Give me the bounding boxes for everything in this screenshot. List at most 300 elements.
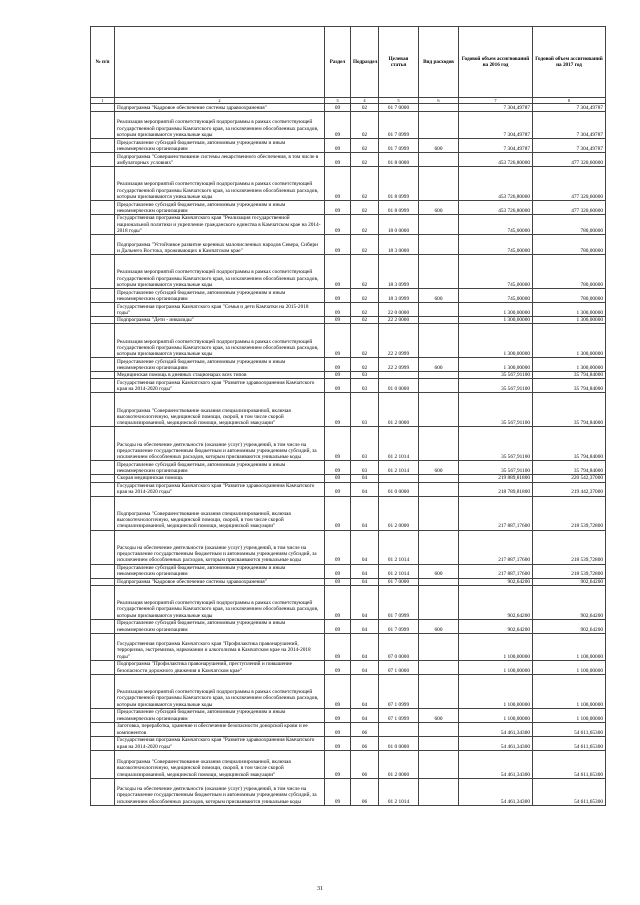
- table-row: [91, 578, 606, 585]
- row-name-cell: Государственная программа Камчатского края "Развитие здравоохранения Камчатского края на 2014-2020 годы": [115, 736, 325, 750]
- table-row: [91, 530, 606, 564]
- row-razdel-cell: 09: [325, 372, 351, 379]
- column-number: 6: [419, 98, 459, 104]
- row-2016-cell: 218 789,81800: [459, 482, 533, 496]
- row-2016-cell: 453 726,80000: [459, 167, 533, 201]
- row-podrazdel-cell: 04: [351, 530, 379, 564]
- row-razdel-cell: 09: [325, 235, 351, 255]
- row-2017-cell: 1 300,00000: [533, 317, 606, 324]
- row-statya-cell: 22 2 0999: [379, 358, 419, 372]
- row-name-cell: Государственная программа Камчатского края "Развитие здравоохранения Камчатского края на 2014-2020 годы": [115, 482, 325, 496]
- row-number-cell: [91, 215, 115, 235]
- row-number-cell: [91, 736, 115, 750]
- row-podrazdel-cell: 04: [351, 482, 379, 496]
- row-statya-cell: 01 7 0000: [379, 104, 419, 112]
- row-name-cell: Подпрограмма "Совершенствование оказания специализированной, включая высокотехнологичную, медицинской помощи, скорой, в том числе скорой специализированной, медицинской помощи, медицинской эвакуации": [115, 393, 325, 427]
- row-2016-cell: 1 100,00000: [459, 674, 533, 708]
- row-2016-cell: 7 304,49787: [459, 112, 533, 139]
- row-vid-cell: [419, 530, 459, 564]
- row-name-cell: Предоставление субсидий бюджетным, автономным учреждениям и иным некоммерческим организациям: [115, 358, 325, 372]
- table-row: [91, 215, 606, 235]
- row-statya-cell: 01 7 0999: [379, 139, 419, 153]
- row-statya-cell: [379, 372, 419, 379]
- row-podrazdel-cell: 02: [351, 215, 379, 235]
- row-2016-cell: 745,00000: [459, 235, 533, 255]
- col-header-razdel: Раздел: [325, 27, 351, 98]
- row-number-cell: [91, 461, 115, 475]
- row-razdel-cell: 09: [325, 317, 351, 324]
- row-2016-cell: 745,00000: [459, 215, 533, 235]
- row-2016-cell: 7 304,49787: [459, 139, 533, 153]
- row-name-cell: Подпрограмма "Совершенствование оказания специализированной, включая высокотехнологичную, медицинской помощи, скорой, в том числе скорой специализированной, медицинской помощи, медицинской эвакуации": [115, 750, 325, 778]
- row-2016-cell: 54 461,34300: [459, 736, 533, 750]
- row-statya-cell: 01 0 0000: [379, 736, 419, 750]
- row-name-cell: Предоставление субсидий бюджетным, автономным учреждениям и иным некоммерческим организациям: [115, 708, 325, 722]
- row-razdel-cell: 09: [325, 578, 351, 585]
- row-razdel-cell: 09: [325, 496, 351, 530]
- row-name-cell: Подпрограмма "Совершенствование оказания специализированной, включая высокотехнологичную, медицинской помощи, скорой, в том числе скорой специализированной, медицинской помощи, медицинской эвакуации": [115, 496, 325, 530]
- row-podrazdel-cell: 02: [351, 235, 379, 255]
- row-razdel-cell: 09: [325, 660, 351, 674]
- row-2017-cell: 218 539,72800: [533, 564, 606, 578]
- row-2016-cell: 1 300,00000: [459, 358, 533, 372]
- row-number-cell: [91, 317, 115, 324]
- row-name-cell: Предоставление субсидий бюджетным, автономным учреждениям и иным некоммерческим организациям: [115, 564, 325, 578]
- row-name-cell: Государственная программа Камчатского края "Семья и дети Камчатки на 2015-2018 годы": [115, 303, 325, 317]
- row-statya-cell: 01 2 1014: [379, 778, 419, 805]
- row-vid-cell: [419, 633, 459, 660]
- row-statya-cell: 07 1 0999: [379, 674, 419, 708]
- row-number-cell: [91, 674, 115, 708]
- row-2016-cell: 35 567,91100: [459, 427, 533, 461]
- row-number-cell: [91, 708, 115, 722]
- row-number-cell: [91, 153, 115, 167]
- row-statya-cell: 01 2 1014: [379, 427, 419, 461]
- row-name-cell: Подпрограмма "Кадровое обеспечение системы здравоохранения": [115, 578, 325, 585]
- column-number: 3: [325, 98, 351, 104]
- table-row: [91, 482, 606, 496]
- row-name-cell: Заготовка, переработка, хранение и обеспечение безопасности донорской крови и ее компонентов: [115, 722, 325, 736]
- row-podrazdel-cell: 02: [351, 317, 379, 324]
- row-podrazdel-cell: 02: [351, 167, 379, 201]
- row-name-cell: Предоставление субсидий бюджетным, автономным учреждениям и иным некоммерческим организациям: [115, 201, 325, 215]
- row-number-cell: [91, 633, 115, 660]
- row-2016-cell: 453 726,80000: [459, 153, 533, 167]
- row-2017-cell: 780,00000: [533, 255, 606, 289]
- row-2016-cell: 54 461,34300: [459, 722, 533, 736]
- row-name-cell: Государственная программа Камчатского края "Профилактика правонарушений, терроризма, экстремизма, наркомании и алкоголизма в Камчатском крае на 2014-2018 годы": [115, 633, 325, 660]
- row-vid-cell: [419, 393, 459, 427]
- row-2017-cell: 35 794,84000: [533, 461, 606, 475]
- row-razdel-cell: 09: [325, 215, 351, 235]
- row-name-cell: Реализация мероприятий соответствующей подпрограммы в рамках соответствующей государственной программы Камчатского края, за исключением обособленных расходов, которым присваиваются уникальные коды: [115, 324, 325, 358]
- table-row: [91, 235, 606, 255]
- row-statya-cell: 22 2 0999: [379, 324, 419, 358]
- row-statya-cell: 07 0 0000: [379, 633, 419, 660]
- table-row: [91, 496, 606, 530]
- row-vid-cell: [419, 324, 459, 358]
- row-2016-cell: 745,00000: [459, 255, 533, 289]
- row-podrazdel-cell: 02: [351, 303, 379, 317]
- row-vid-cell: [419, 475, 459, 482]
- row-razdel-cell: 09: [325, 201, 351, 215]
- row-name-cell: Скорая медицинская помощь: [115, 475, 325, 482]
- table-body: [91, 104, 606, 806]
- row-razdel-cell: 09: [325, 564, 351, 578]
- row-number-cell: [91, 289, 115, 303]
- row-number-cell: [91, 112, 115, 139]
- row-podrazdel-cell: 02: [351, 324, 379, 358]
- row-2017-cell: 35 794,84000: [533, 379, 606, 393]
- row-2016-cell: 217 887,17600: [459, 496, 533, 530]
- row-podrazdel-cell: 04: [351, 475, 379, 482]
- col-header-2017: Годовой объем ассигнований на 2017 год: [533, 27, 606, 98]
- row-razdel-cell: 09: [325, 530, 351, 564]
- row-2016-cell: 1 300,00000: [459, 317, 533, 324]
- row-number-cell: [91, 379, 115, 393]
- row-vid-cell: [419, 379, 459, 393]
- table-row: [91, 722, 606, 736]
- row-2016-cell: 1 300,00000: [459, 324, 533, 358]
- row-statya-cell: 01 7 0000: [379, 578, 419, 585]
- row-2016-cell: 453 726,80000: [459, 201, 533, 215]
- row-2017-cell: 220 542,37000: [533, 475, 606, 482]
- table-row: [91, 736, 606, 750]
- table-row: [91, 153, 606, 167]
- row-name-cell: Государственная программа Камчатского края "Развитие здравоохранения Камчатского края на 2014-2020 годы": [115, 379, 325, 393]
- table-row: [91, 112, 606, 139]
- row-2016-cell: 1 100,00000: [459, 708, 533, 722]
- row-vid-cell: [419, 215, 459, 235]
- row-2017-cell: 1 300,00000: [533, 324, 606, 358]
- row-razdel-cell: 09: [325, 633, 351, 660]
- row-2016-cell: 7 304,49787: [459, 104, 533, 112]
- budget-table: [90, 26, 606, 806]
- row-2017-cell: 7 304,49787: [533, 139, 606, 153]
- row-name-cell: Реализация мероприятий соответствующей подпрограммы в рамках соответствующей государственной программы Камчатского края, за исключением обособленных расходов, которым присваиваются уникальные коды: [115, 255, 325, 289]
- row-statya-cell: 18 0 0000: [379, 215, 419, 235]
- row-number-cell: [91, 660, 115, 674]
- col-header-name: [115, 27, 325, 98]
- column-number: 4: [351, 98, 379, 104]
- row-name-cell: Расходы на обеспечение деятельности (оказание услуг) учреждений, в том числе на предоставление государственным бюджетным и автономным учреждениям субсидий, за исключением обособленных расходов, которым присваиваются уникальные коды: [115, 778, 325, 805]
- row-razdel-cell: 09: [325, 255, 351, 289]
- row-2016-cell: 35 567,91100: [459, 393, 533, 427]
- row-vid-cell: [419, 750, 459, 778]
- row-razdel-cell: 09: [325, 139, 351, 153]
- row-number-cell: [91, 585, 115, 619]
- row-razdel-cell: 09: [325, 475, 351, 482]
- row-2016-cell: 217 887,17600: [459, 564, 533, 578]
- table-row: [91, 633, 606, 660]
- row-razdel-cell: 09: [325, 708, 351, 722]
- row-number-cell: [91, 372, 115, 379]
- row-2017-cell: 902,64200: [533, 585, 606, 619]
- row-number-cell: [91, 750, 115, 778]
- column-number: 1: [91, 98, 115, 104]
- row-vid-cell: [419, 303, 459, 317]
- row-statya-cell: 01 2 1014: [379, 564, 419, 578]
- row-podrazdel-cell: 02: [351, 358, 379, 372]
- row-vid-cell: [419, 153, 459, 167]
- row-name-cell: Подпрограмма "Устойчивое развитие коренных малочисленных народов Севера, Сибири и Дальнего Востока, проживающих в Камчатском крае": [115, 235, 325, 255]
- row-2017-cell: 1 100,00000: [533, 633, 606, 660]
- row-number-cell: [91, 167, 115, 201]
- table-row: [91, 750, 606, 778]
- row-statya-cell: 07 1 0999: [379, 708, 419, 722]
- table-row: [91, 660, 606, 674]
- row-2016-cell: 35 567,91100: [459, 379, 533, 393]
- table-row: [91, 139, 606, 153]
- row-2016-cell: 1 100,00000: [459, 633, 533, 660]
- row-statya-cell: 01 2 0000: [379, 496, 419, 530]
- row-vid-cell: [419, 167, 459, 201]
- row-razdel-cell: 09: [325, 736, 351, 750]
- row-number-cell: [91, 139, 115, 153]
- row-vid-cell: 600: [419, 461, 459, 475]
- table-row: [91, 585, 606, 619]
- row-razdel-cell: 09: [325, 153, 351, 167]
- row-statya-cell: 01 8 0999: [379, 167, 419, 201]
- column-number: 5: [379, 98, 419, 104]
- row-2016-cell: 35 567,91100: [459, 461, 533, 475]
- row-name-cell: Подпрограмма "Профилактика правонарушений, преступлений и повышение безопасности дорожного движения в Камчатском крае": [115, 660, 325, 674]
- row-podrazdel-cell: 02: [351, 255, 379, 289]
- row-vid-cell: 600: [419, 564, 459, 578]
- row-podrazdel-cell: 03: [351, 427, 379, 461]
- row-vid-cell: [419, 585, 459, 619]
- table-header-row: [91, 27, 606, 98]
- row-vid-cell: [419, 235, 459, 255]
- row-razdel-cell: 09: [325, 358, 351, 372]
- row-name-cell: Расходы на обеспечение деятельности (оказание услуг) учреждений, в том числе на предоставление государственным бюджетным и автономным учреждениям субсидий, за исключением обособленных расходов, которым присваиваются уникальные коды: [115, 427, 325, 461]
- row-vid-cell: 600: [419, 289, 459, 303]
- row-2017-cell: 54 611,65300: [533, 722, 606, 736]
- row-2017-cell: 54 611,65300: [533, 736, 606, 750]
- row-2017-cell: 7 304,49787: [533, 104, 606, 112]
- row-2017-cell: 780,00000: [533, 289, 606, 303]
- row-2016-cell: 902,64200: [459, 585, 533, 619]
- column-number: 7: [459, 98, 533, 104]
- row-vid-cell: [419, 112, 459, 139]
- row-name-cell: Расходы на обеспечение деятельности (оказание услуг) учреждений, в том числе на предоставление государственным бюджетным и автономным учреждениям субсидий, за исключением обособленных расходов, которым присваиваются уникальные коды: [115, 530, 325, 564]
- row-name-cell: Предоставление субсидий бюджетным, автономным учреждениям и иным некоммерческим организациям: [115, 619, 325, 633]
- row-2017-cell: 1 100,00000: [533, 708, 606, 722]
- row-number-cell: [91, 778, 115, 805]
- row-2017-cell: 1 300,00000: [533, 358, 606, 372]
- row-2017-cell: 219 442,37000: [533, 482, 606, 496]
- row-2016-cell: 1 300,00000: [459, 303, 533, 317]
- row-podrazdel-cell: 04: [351, 619, 379, 633]
- row-name-cell: Предоставление субсидий бюджетным, автономным учреждениям и иным некоммерческим организациям: [115, 139, 325, 153]
- row-statya-cell: 01 8 0000: [379, 153, 419, 167]
- table-row: [91, 289, 606, 303]
- row-2017-cell: 218 539,72800: [533, 530, 606, 564]
- row-vid-cell: [419, 482, 459, 496]
- row-razdel-cell: 09: [325, 104, 351, 112]
- row-2017-cell: 1 100,00000: [533, 660, 606, 674]
- row-number-cell: [91, 496, 115, 530]
- row-name-cell: Предоставление субсидий бюджетным, автономным учреждениям и иным некоммерческим организациям: [115, 461, 325, 475]
- col-header-podrazdel: Подраздел: [351, 27, 379, 98]
- row-podrazdel-cell: 03: [351, 379, 379, 393]
- row-razdel-cell: 09: [325, 427, 351, 461]
- row-number-cell: [91, 578, 115, 585]
- column-number: 2: [115, 98, 325, 104]
- column-number: 8: [533, 98, 606, 104]
- table-row: [91, 379, 606, 393]
- row-podrazdel-cell: 04: [351, 585, 379, 619]
- row-vid-cell: 600: [419, 358, 459, 372]
- row-podrazdel-cell: 02: [351, 201, 379, 215]
- row-name-cell: Реализация мероприятий соответствующей подпрограммы в рамках соответствующей государственной программы Камчатского края, за исключением обособленных расходов, которым присваиваются уникальные коды: [115, 585, 325, 619]
- row-razdel-cell: 09: [325, 482, 351, 496]
- row-statya-cell: 01 0 0000: [379, 482, 419, 496]
- row-razdel-cell: 09: [325, 585, 351, 619]
- table-row: [91, 372, 606, 379]
- row-2016-cell: 217 887,17600: [459, 530, 533, 564]
- row-name-cell: Реализация мероприятий соответствующей подпрограммы в рамках соответствующей государственной программы Камчатского края, за исключением обособленных расходов, которым присваиваются уникальные коды: [115, 112, 325, 139]
- row-2016-cell: 35 567,91100: [459, 372, 533, 379]
- row-2017-cell: 902,64200: [533, 619, 606, 633]
- row-podrazdel-cell: 03: [351, 461, 379, 475]
- row-2017-cell: 54 611,65300: [533, 778, 606, 805]
- row-razdel-cell: 09: [325, 379, 351, 393]
- row-razdel-cell: 09: [325, 393, 351, 427]
- row-razdel-cell: 09: [325, 619, 351, 633]
- row-vid-cell: [419, 722, 459, 736]
- row-podrazdel-cell: 04: [351, 496, 379, 530]
- row-2016-cell: 54 461,34300: [459, 778, 533, 805]
- row-number-cell: [91, 619, 115, 633]
- col-header-2016: Годовой объем ассигнований на 2016 год: [459, 27, 533, 98]
- table-row: [91, 564, 606, 578]
- row-statya-cell: 18 3 0999: [379, 255, 419, 289]
- row-number-cell: [91, 482, 115, 496]
- table-row: [91, 104, 606, 112]
- row-2016-cell: 219 889,81800: [459, 475, 533, 482]
- row-podrazdel-cell: 06: [351, 778, 379, 805]
- row-statya-cell: 01 7 0999: [379, 619, 419, 633]
- row-2017-cell: 35 794,84000: [533, 393, 606, 427]
- row-podrazdel-cell: 04: [351, 660, 379, 674]
- row-vid-cell: [419, 255, 459, 289]
- row-2017-cell: 477 320,60000: [533, 167, 606, 201]
- row-vid-cell: [419, 496, 459, 530]
- row-name-cell: Подпрограмма "Совершенствование системы лекарственного обеспечения, в том числе в амбулаторных условиях": [115, 153, 325, 167]
- row-razdel-cell: 09: [325, 461, 351, 475]
- row-2017-cell: 1 100,00000: [533, 674, 606, 708]
- col-header-statya: Целевая статья: [379, 27, 419, 98]
- col-header-vid: Вид расходов: [419, 27, 459, 98]
- row-vid-cell: 600: [419, 619, 459, 633]
- row-vid-cell: [419, 778, 459, 805]
- row-podrazdel-cell: 03: [351, 372, 379, 379]
- row-name-cell: Подпрограмма "Кадровое обеспечение системы здравоохранения": [115, 104, 325, 112]
- row-vid-cell: 600: [419, 201, 459, 215]
- row-statya-cell: 01 8 0999: [379, 201, 419, 215]
- row-number-cell: [91, 530, 115, 564]
- row-podrazdel-cell: 06: [351, 722, 379, 736]
- row-podrazdel-cell: 06: [351, 736, 379, 750]
- table-row: [91, 167, 606, 201]
- row-2016-cell: 902,64200: [459, 578, 533, 585]
- row-2017-cell: 477 320,60000: [533, 201, 606, 215]
- row-name-cell: Подпрограмма "Дети - инвалиды": [115, 317, 325, 324]
- row-2017-cell: 7 304,49787: [533, 112, 606, 139]
- row-vid-cell: 600: [419, 708, 459, 722]
- row-statya-cell: [379, 475, 419, 482]
- row-statya-cell: 22 0 0000: [379, 303, 419, 317]
- row-statya-cell: 01 0 0000: [379, 379, 419, 393]
- row-number-cell: [91, 358, 115, 372]
- row-name-cell: Государственная программа Камчатского края "Реализация государственной национальной политики и укрепление гражданского единства в Камчатском крае на 2014-2018 годы": [115, 215, 325, 235]
- table-row: [91, 303, 606, 317]
- row-statya-cell: 18 3 0000: [379, 235, 419, 255]
- row-razdel-cell: 09: [325, 303, 351, 317]
- row-statya-cell: 01 7 0999: [379, 585, 419, 619]
- row-podrazdel-cell: 03: [351, 393, 379, 427]
- row-razdel-cell: 09: [325, 750, 351, 778]
- table-row: [91, 778, 606, 805]
- col-header-number: № п/п: [91, 27, 115, 98]
- table-row: [91, 201, 606, 215]
- row-2017-cell: 1 300,00000: [533, 303, 606, 317]
- row-2016-cell: 745,00000: [459, 289, 533, 303]
- row-vid-cell: [419, 317, 459, 324]
- row-2017-cell: 35 794,84000: [533, 427, 606, 461]
- row-2017-cell: 780,00000: [533, 215, 606, 235]
- row-number-cell: [91, 255, 115, 289]
- row-vid-cell: 600: [419, 139, 459, 153]
- row-name-cell: Предоставление субсидий бюджетным, автономным учреждениям и иным некоммерческим организациям: [115, 289, 325, 303]
- row-podrazdel-cell: 02: [351, 153, 379, 167]
- row-podrazdel-cell: 04: [351, 633, 379, 660]
- row-statya-cell: 01 2 0000: [379, 750, 419, 778]
- table-row: [91, 358, 606, 372]
- row-razdel-cell: 09: [325, 722, 351, 736]
- row-podrazdel-cell: 02: [351, 139, 379, 153]
- row-2017-cell: 902,64200: [533, 578, 606, 585]
- row-razdel-cell: 09: [325, 324, 351, 358]
- row-name-cell: Реализация мероприятий соответствующей подпрограммы в рамках соответствующей государственной программы Камчатского края, за исключением обособленных расходов, которым присваиваются уникальные коды: [115, 167, 325, 201]
- row-razdel-cell: 09: [325, 167, 351, 201]
- row-2017-cell: 218 539,72800: [533, 496, 606, 530]
- row-vid-cell: [419, 736, 459, 750]
- row-vid-cell: [419, 427, 459, 461]
- row-podrazdel-cell: 04: [351, 708, 379, 722]
- row-number-cell: [91, 235, 115, 255]
- row-name-cell: Реализация мероприятий соответствующей подпрограммы в рамках соответствующей государственной программы Камчатского края, за исключением обособленных расходов, которым присваиваются уникальные коды: [115, 674, 325, 708]
- row-statya-cell: 01 7 0999: [379, 112, 419, 139]
- row-podrazdel-cell: 06: [351, 750, 379, 778]
- table-row: [91, 317, 606, 324]
- row-2016-cell: 902,64200: [459, 619, 533, 633]
- row-vid-cell: [419, 660, 459, 674]
- row-statya-cell: 07 1 0000: [379, 660, 419, 674]
- row-razdel-cell: 09: [325, 674, 351, 708]
- row-2017-cell: 477 320,60000: [533, 153, 606, 167]
- row-number-cell: [91, 722, 115, 736]
- table-row: [91, 674, 606, 708]
- row-number-cell: [91, 201, 115, 215]
- table-row: [91, 324, 606, 358]
- row-statya-cell: 22 2 0000: [379, 317, 419, 324]
- row-podrazdel-cell: 04: [351, 674, 379, 708]
- row-2017-cell: 35 794,84000: [533, 372, 606, 379]
- row-statya-cell: 01 2 1014: [379, 530, 419, 564]
- row-2016-cell: 54 461,34300: [459, 750, 533, 778]
